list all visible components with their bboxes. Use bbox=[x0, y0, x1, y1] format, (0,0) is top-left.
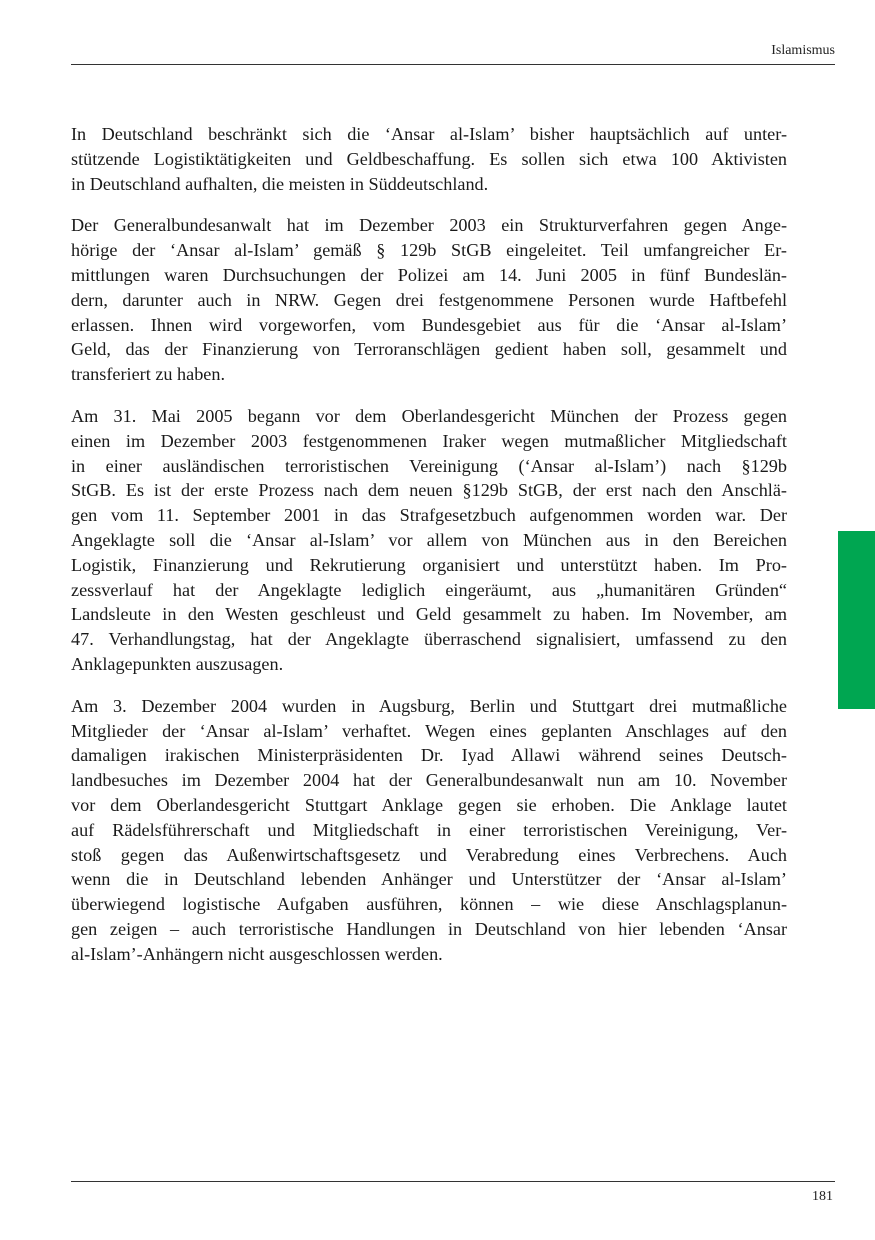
text-line: zessverlauf hat der Angeklagte lediglich eingeräumt, aus „humanitären Gründen“ bbox=[71, 579, 787, 600]
text-line: StGB. Es ist der erste Prozess nach dem neuen §129b StGB, der erst nach den Anschlä- bbox=[71, 480, 787, 501]
text-line: wenn die in Deutschland lebenden Anhänger und Unterstützer der ‘Ansar al-Islam’ bbox=[71, 869, 787, 890]
text-line: gen zeigen – auch terroristische Handlungen in Deutschland von hier lebenden ‘Ansar bbox=[71, 918, 787, 939]
text-line: landbesuches im Dezember 2004 hat der Generalbundesanwalt nun am 10. November bbox=[71, 770, 787, 791]
paragraph-3 bbox=[71, 404, 787, 677]
paragraph-1 bbox=[71, 122, 787, 196]
text-line: In Deutschland beschränkt sich die ‘Ansar al-Islam’ bisher hauptsächlich auf unter- bbox=[71, 124, 787, 144]
text-line: gen vom 11. September 2001 in das Strafgesetzbuch aufgenommen worden war. Der bbox=[71, 505, 787, 526]
running-head-title: Islamismus bbox=[771, 43, 835, 58]
text-line: Am 3. Dezember 2004 wurden in Augsburg, Berlin und Stuttgart drei mutmaßliche bbox=[71, 695, 787, 716]
text-line: stützende Logistiktätigkeiten und Geldbeschaffung. Es sollen sich etwa 100 Aktivisten bbox=[71, 148, 787, 169]
text-line: hörige der ‘Ansar al-Islam’ gemäß § 129b StGB eingeleitet. Teil umfangreicher Er- bbox=[71, 240, 787, 261]
footer-rule bbox=[71, 1181, 835, 1182]
chapter-tab-marker bbox=[838, 531, 875, 709]
text-line: überwiegend logistische Aufgaben ausführen, können – wie diese Anschlagsplanun- bbox=[71, 894, 787, 915]
text-line: Geld, das der Finanzierung von Terroranschlägen gedient haben soll, gesammelt und bbox=[71, 339, 787, 360]
text-line: 47. Verhandlungstag, hat der Angeklagte überraschend signalisiert, umfassend zu den bbox=[71, 629, 787, 650]
text-line: stoß gegen das Außenwirtschaftsgesetz und Verabredung eines Verbrechens. Auch bbox=[71, 844, 787, 865]
text-line: Landsleute in den Westen geschleust und Geld gesammelt zu haben. Im November, am bbox=[71, 604, 787, 625]
text-line: Angeklagte soll die ‘Ansar al-Islam’ vor allem von München aus in den Bereichen bbox=[71, 529, 787, 550]
text-line: vor dem Oberlandesgericht Stuttgart Anklage gegen sie erhoben. Die Anklage lautet bbox=[71, 794, 787, 815]
body-text bbox=[71, 122, 787, 984]
text-line: in Deutschland aufhalten, die meisten in Süddeutschland. bbox=[71, 173, 489, 194]
text-line: Anklagepunkten auszusagen. bbox=[71, 653, 284, 674]
text-line: al-Islam’-Anhängern nicht ausgeschlossen werden. bbox=[71, 943, 443, 964]
text-line: erlassen. Ihnen wird vorgeworfen, vom Bundesgebiet aus für die ‘Ansar al-Islam’ bbox=[71, 314, 787, 335]
text-line: Der Generalbundesanwalt hat im Dezember 2003 ein Strukturverfahren gegen Ange- bbox=[71, 215, 787, 236]
text-line: damaligen irakischen Ministerpräsidenten Dr. Iyad Allawi während seines Deutsch- bbox=[71, 745, 787, 766]
page-number: 181 bbox=[812, 1189, 833, 1204]
text-line: transferiert zu haben. bbox=[71, 364, 226, 385]
text-line: in einer ausländischen terroristischen Vereinigung (‘Ansar al-Islam’) nach §129b bbox=[71, 455, 787, 476]
text-line: Mitglieder der ‘Ansar al-Islam’ verhaftet. Wegen eines geplanten Anschlages auf den bbox=[71, 720, 787, 741]
text-line: mittlungen waren Durchsuchungen der Polizei am 14. Juni 2005 in fünf Bundeslän- bbox=[71, 264, 787, 285]
paragraph-4 bbox=[71, 694, 787, 967]
paragraph-2 bbox=[71, 213, 787, 387]
text-line: auf Rädelsführerschaft und Mitgliedschaft in einer terroristischen Vereinigung, Ver- bbox=[71, 819, 787, 840]
text-line: Am 31. Mai 2005 begann vor dem Oberlandesgericht München der Prozess gegen bbox=[71, 405, 787, 426]
text-line: Logistik, Finanzierung und Rekrutierung organisiert und unterstützt haben. Im Pro- bbox=[71, 554, 787, 575]
text-line: einen im Dezember 2003 festgenommenen Iraker wegen mutmaßlicher Mitgliedschaft bbox=[71, 430, 787, 451]
text-line: dern, darunter auch in NRW. Gegen drei festgenommene Personen wurde Haftbefehl bbox=[71, 289, 787, 310]
header-rule bbox=[71, 64, 835, 65]
